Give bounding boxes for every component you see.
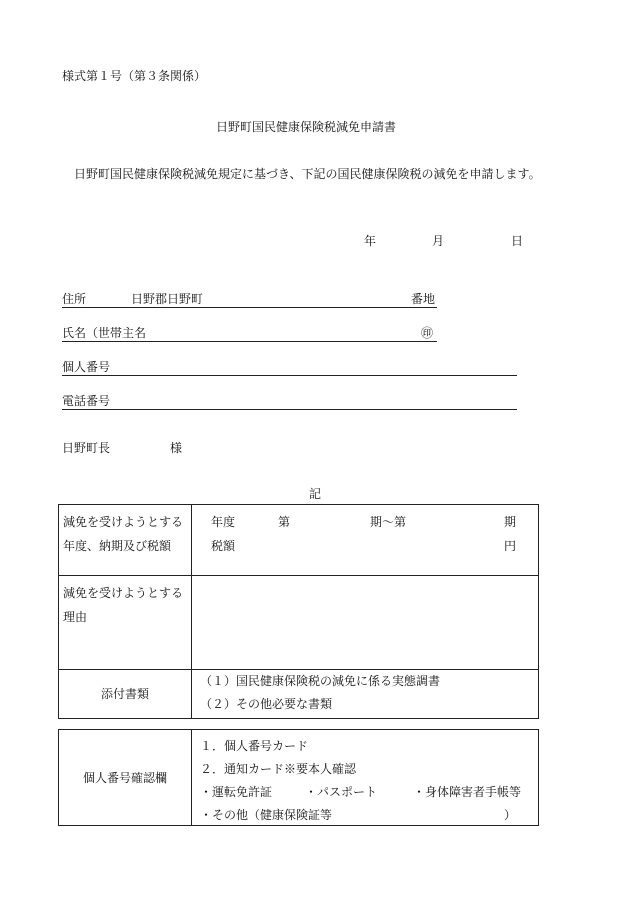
row1-dai: 第 [278, 515, 291, 529]
address-label: 住所 [62, 292, 87, 306]
date-day-label: 日 [511, 234, 524, 248]
name-underline [62, 341, 437, 342]
table-row-attachments [59, 670, 539, 719]
attachment-item-2: （２）その他必要な書類 [200, 697, 333, 711]
intro-paragraph: 日野町国民健康保険税減免規定に基づき、下記の国民健康保険税の減免を申請します。 [74, 167, 541, 181]
id-line-1: １．個人番号カード [200, 739, 309, 753]
id-check-row [59, 730, 539, 826]
id-other-close: ） [504, 808, 517, 822]
my-number-underline [62, 375, 517, 376]
row1-zeigaku: 税額 [211, 539, 236, 553]
table-row-period [59, 505, 539, 576]
date-month-label: 月 [432, 234, 445, 248]
date-year-label: 年 [364, 234, 377, 248]
id-passport: ・パスポート [305, 785, 378, 799]
row1-en: 円 [504, 539, 517, 553]
row1-nendo: 年度 [211, 515, 236, 529]
form-number: 様式第１号（第３条関係） [62, 69, 207, 83]
row1-ki: 期 [504, 515, 517, 529]
addressee-honorific: 様 [170, 441, 183, 455]
id-check-label-cell [59, 730, 192, 826]
phone-label: 電話番号 [62, 394, 111, 408]
row2-label-cell [59, 576, 192, 670]
seal-mark: ㊞ [421, 326, 434, 340]
row3-value-cell [192, 670, 539, 719]
id-disability-book: ・身体障害者手帳等 [413, 785, 522, 799]
ki-heading: 記 [309, 487, 322, 501]
row1-value-cell [192, 505, 539, 576]
row3-label: 添付書類 [100, 687, 149, 701]
row2-value-cell [192, 576, 539, 670]
row1-ki-dai: 期～第 [370, 515, 407, 529]
addressee-label: 日野町長 [62, 441, 111, 455]
address-underline [62, 307, 437, 308]
phone-underline [62, 409, 517, 410]
row3-label-cell [59, 670, 192, 719]
row2-label: 減免を受けようとする理由 [63, 586, 184, 624]
page-title: 日野町国民健康保険税減免申請書 [216, 120, 397, 134]
table-row-reason [59, 576, 539, 670]
id-check-value-cell [192, 730, 539, 826]
name-label: 氏名（世帯主名 [62, 326, 147, 340]
address-suffix: 番地 [411, 292, 436, 306]
id-check-table [58, 729, 539, 826]
id-check-label: 個人番号確認欄 [82, 770, 167, 785]
reduction-table [58, 504, 539, 719]
id-other: ・その他（健康保険証等 [200, 808, 333, 822]
attachment-item-1: （１）国民健康保険税の減免に係る実態調書 [200, 674, 441, 688]
my-number-label: 個人番号 [62, 360, 111, 374]
row1-label: 減免を受けようとする年度、納期及び税額 [63, 515, 184, 553]
id-driver-license: ・運転免許証 [200, 785, 273, 799]
address-value: 日野郡日野町 [131, 292, 204, 306]
id-line-2: ２．通知カード※要本人確認 [200, 762, 357, 776]
row1-label-cell [59, 505, 192, 576]
